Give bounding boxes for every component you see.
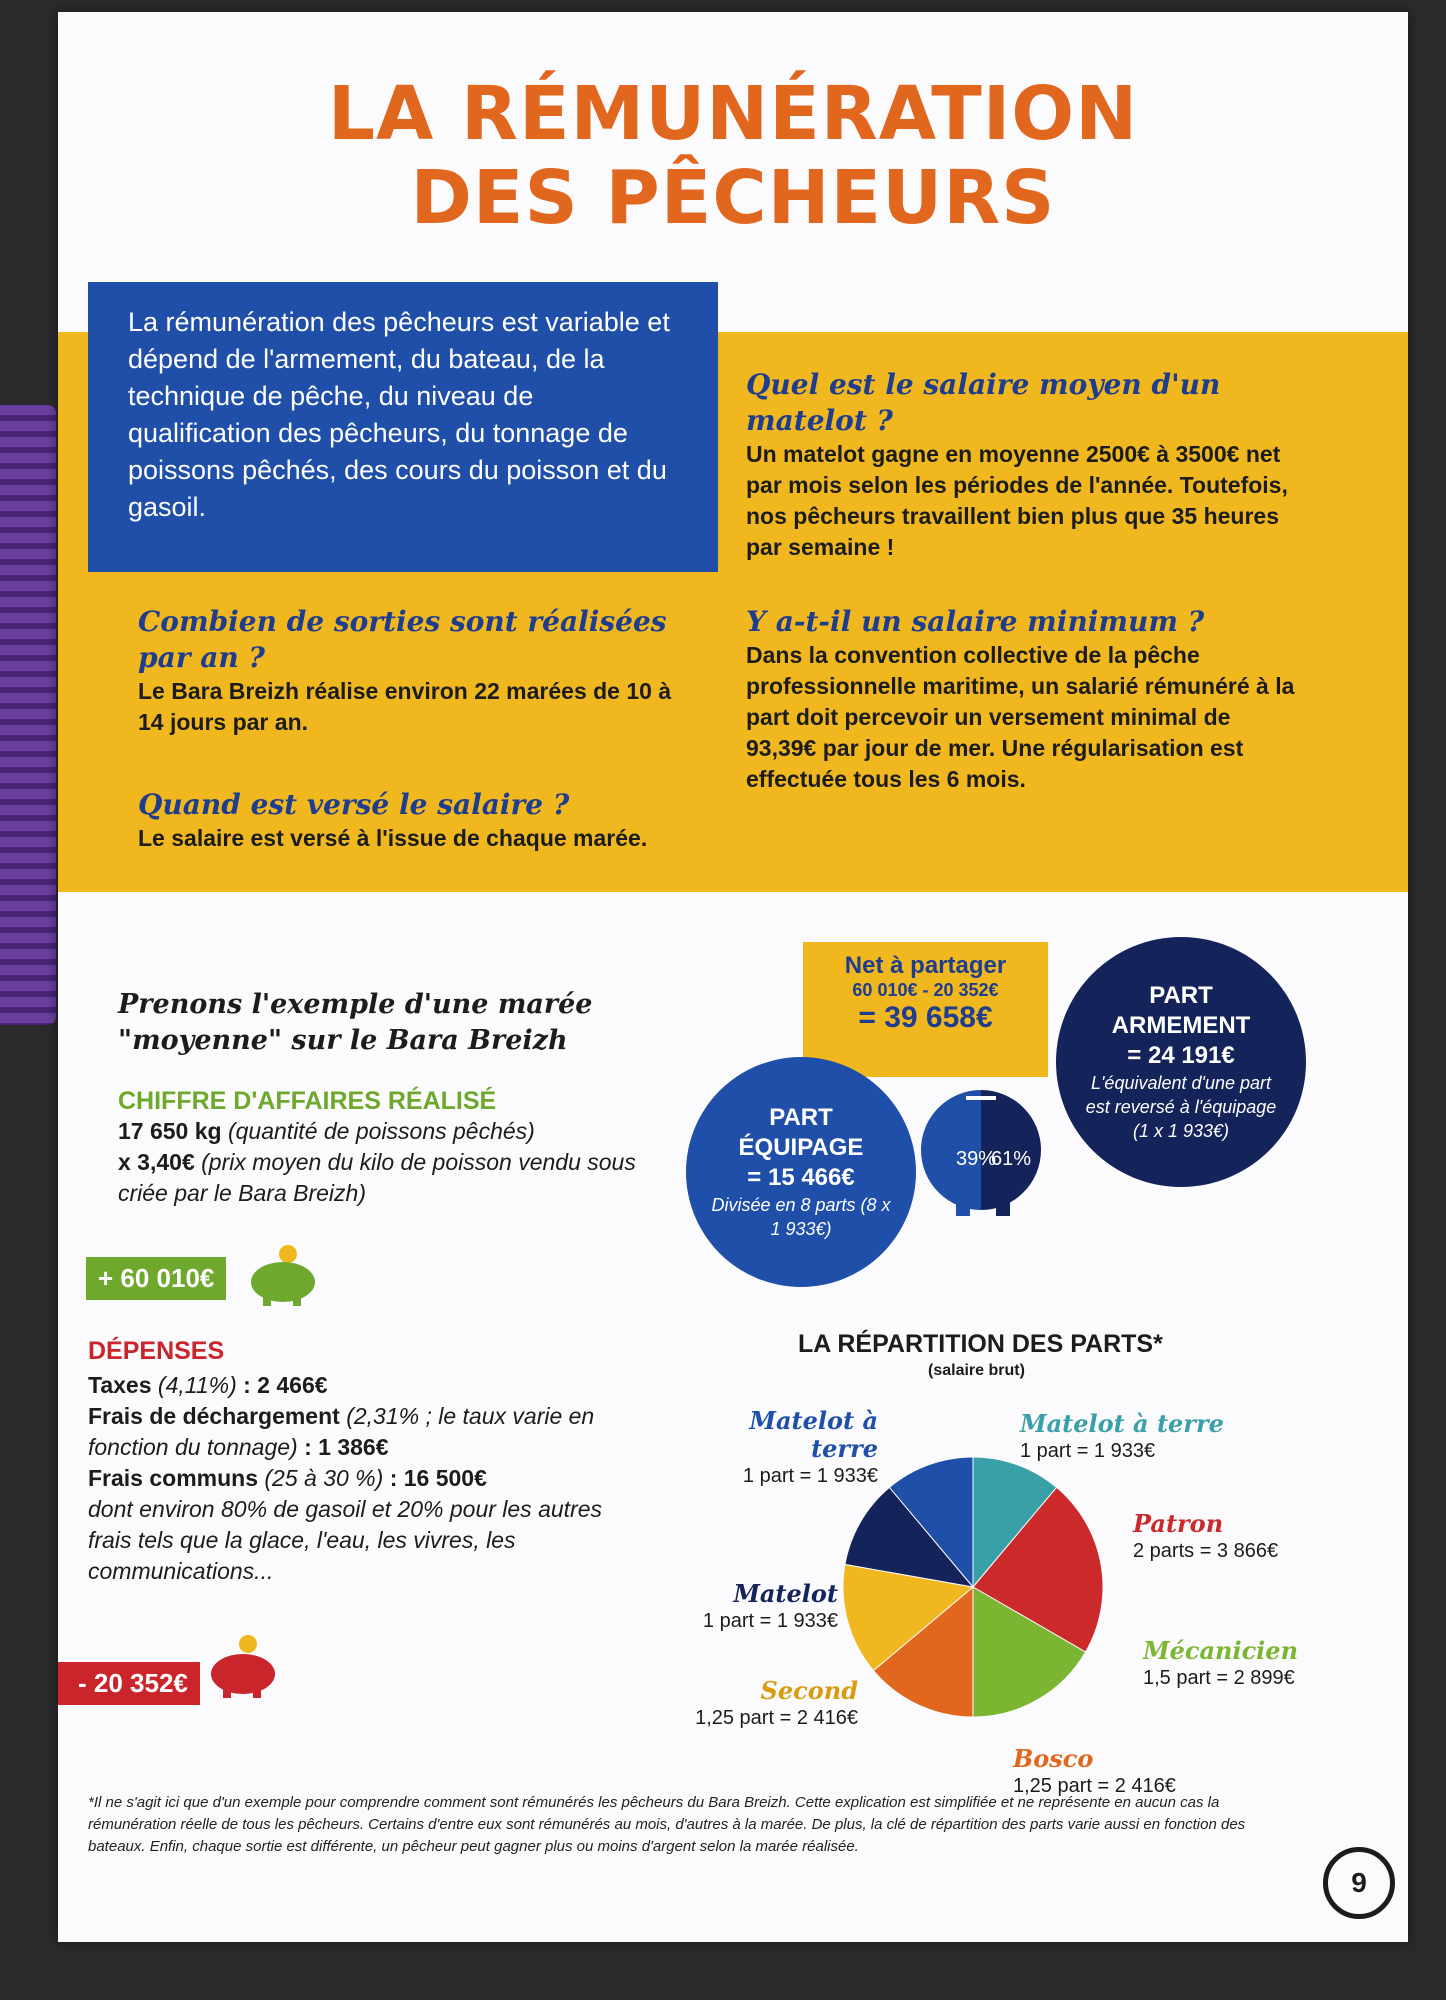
answer: Le salaire est versé à l'issue de chaque marée. — [138, 825, 648, 851]
qa-versement — [138, 787, 678, 854]
pie-value: 1 part = 1 933€ — [742, 1465, 878, 1487]
qa-salaire-minimum — [746, 604, 1306, 795]
armement-title: PART ARMEMENT — [1111, 982, 1251, 1039]
depenses-section — [88, 1337, 628, 1587]
question: Quel est le salaire moyen d'un matelot ? — [746, 368, 1221, 437]
document-page — [58, 12, 1408, 1942]
page-title-line2: DES PÊCHEURS — [410, 155, 1056, 241]
pie-role: Mécanicien — [1143, 1636, 1299, 1665]
qa-sorties — [138, 604, 678, 738]
net-total: = 39 658€ — [858, 1001, 993, 1034]
answer: Un matelot gagne en moyenne 2500€ à 3500€ net par mois selon les périodes de l'année. Toutefois, nos pêcheurs travaillent bien plus que 35 heures par semaine ! — [746, 441, 1288, 560]
pie-role: Patron — [1133, 1509, 1224, 1538]
notebook-spine — [0, 405, 56, 1025]
example-section — [118, 987, 638, 1209]
pie-role: Second — [760, 1676, 858, 1705]
depenses-heading: DÉPENSES — [88, 1337, 225, 1365]
equipage-val: = 15 466€ — [747, 1164, 855, 1191]
net-a-partager-box — [803, 942, 1048, 1077]
ca-kg: 17 650 kg — [118, 1118, 222, 1144]
dep-taxes: Taxes — [88, 1372, 152, 1398]
net-title: Net à partager — [844, 952, 1007, 979]
net-calc: 60 010€ - 20 352€ — [852, 980, 999, 1000]
dep-communs-detail: dont environ 80% de gasoil et 20% pour les autres frais tels que la glace, l'eau, les vivres, les communications... — [88, 1496, 602, 1584]
question: Quand est versé le salaire ? — [138, 788, 570, 821]
pie-role: Matelot à terre — [749, 1406, 878, 1463]
intro-text: La rémunération des pêcheurs est variable et dépend de l'armement, du bateau, de la technique de pêche, du niveau de qualification des pêcheurs, du tonnage de poissons pêchés, des cours du poisson et du gasoil. — [128, 307, 670, 522]
pie-value: 2 parts = 3 866€ — [1133, 1540, 1279, 1562]
pie-value: 1 part = 1 933€ — [702, 1610, 838, 1632]
piggy-split-icon — [896, 1070, 1066, 1220]
depenses-list — [88, 1370, 628, 1587]
part-equipage-circle — [686, 1057, 916, 1287]
pie-label-matelot — [658, 1580, 838, 1634]
pie-subtitle: (salaire brut) — [928, 1362, 1025, 1379]
red-piggy-icon — [203, 1632, 283, 1702]
question: Combien de sorties sont réalisées par an ? — [138, 605, 667, 674]
answer: Le Bara Breizh réalise environ 22 marées de 10 à 14 jours par an. — [138, 678, 672, 735]
answer: Dans la convention collective de la pêche professionnelle maritime, un salarié rémunéré à la part doit percevoir un versement minimal de 93,39€ par jour de mer. Une régularisation est effectuée tous les 6 mois. — [746, 642, 1295, 792]
dep-taxes-note: (4,11%) — [157, 1372, 237, 1398]
equipage-note: Divisée en 8 parts (8 x 1 933€) — [711, 1195, 891, 1239]
pie-role: Bosco — [1013, 1744, 1094, 1773]
page-title-line1: LA RÉMUNÉRATION — [327, 71, 1139, 157]
pct-armement-label: 61% — [991, 1148, 1032, 1170]
pie-label-mecanicien — [1143, 1637, 1298, 1691]
armement-note: L'équivalent d'une part est reversé à l'équipage (1 x 1 933€) — [1085, 1073, 1277, 1141]
qa-salaire-moyen — [746, 367, 1306, 563]
dep-communs-note: (25 à 30 %) — [264, 1465, 384, 1491]
pie-role: Matelot — [733, 1579, 838, 1608]
pie-value: 1 part = 1 933€ — [1020, 1440, 1156, 1462]
ca-price-note: (prix moyen du kilo de poisson vendu sous criée par le Bara Breizh) — [118, 1149, 636, 1206]
pie-label-matelot-terre-left — [678, 1407, 878, 1489]
pie-label-bosco — [1013, 1745, 1176, 1799]
ca-total-tag: + 60 010€ — [86, 1257, 226, 1300]
pie-value: 1,5 part = 2 899€ — [1143, 1667, 1295, 1689]
pie-role: Matelot à terre — [1020, 1409, 1224, 1438]
ca-details — [118, 1116, 638, 1209]
dep-total-tag: - 20 352€ — [58, 1662, 200, 1705]
dep-dechargement: Frais de déchargement — [88, 1403, 340, 1429]
pie-title: LA RÉPARTITION DES PARTS* — [798, 1330, 1163, 1358]
dep-dechargement-val: : 1 386€ — [304, 1434, 389, 1460]
intro-box — [88, 282, 718, 572]
armement-val: = 24 191€ — [1127, 1042, 1235, 1069]
dep-communs: Frais communs — [88, 1465, 258, 1491]
pie-value: 1,25 part = 2 416€ — [1013, 1775, 1176, 1797]
pie-label-second — [653, 1677, 858, 1731]
pie-label-matelot-terre-right — [1020, 1410, 1224, 1464]
page-number: 9 — [1323, 1847, 1395, 1919]
equipage-title: PART ÉQUIPAGE — [738, 1104, 864, 1161]
example-title: Prenons l'exemple d'une marée "moyenne" sur le Bara Breizh — [118, 989, 593, 1056]
ca-heading: CHIFFRE D'AFFAIRES RÉALISÉ — [118, 1087, 497, 1115]
pct-equipage-label: 39% — [956, 1148, 997, 1170]
footnote: *Il ne s'agit ici que d'un exemple pour comprendre comment sont rémunérés les pêcheurs du Bara Breizh. Cette explication est simplifiée et ne représente en aucun cas la rémunération réelle de tous les pêcheurs. Certains d'entre eux sont rémunérés au mois, d'autres à la marée. De plus, la clé de répartition des parts varie aussi en fonction des bateaux. Enfin, chaque sortie est différente, un pêcheur peut gagner plus ou moins d'argent selon la marée réalisée. — [88, 1794, 1246, 1855]
dep-dechargement-note: (2,31% ; le taux varie en fonction du tonnage) — [88, 1403, 595, 1460]
part-armement-circle — [1056, 937, 1306, 1187]
ca-price: x 3,40€ — [118, 1149, 195, 1175]
dep-communs-val: : 16 500€ — [389, 1465, 487, 1491]
green-piggy-icon — [243, 1242, 323, 1307]
question: Y a-t-il un salaire minimum ? — [746, 605, 1205, 638]
pie-label-patron — [1133, 1510, 1278, 1564]
dep-taxes-val: : 2 466€ — [243, 1372, 328, 1398]
ca-kg-note: (quantité de poissons pêchés) — [227, 1118, 535, 1144]
pie-chart — [838, 1452, 1108, 1722]
pie-value: 1,25 part = 2 416€ — [695, 1707, 858, 1729]
